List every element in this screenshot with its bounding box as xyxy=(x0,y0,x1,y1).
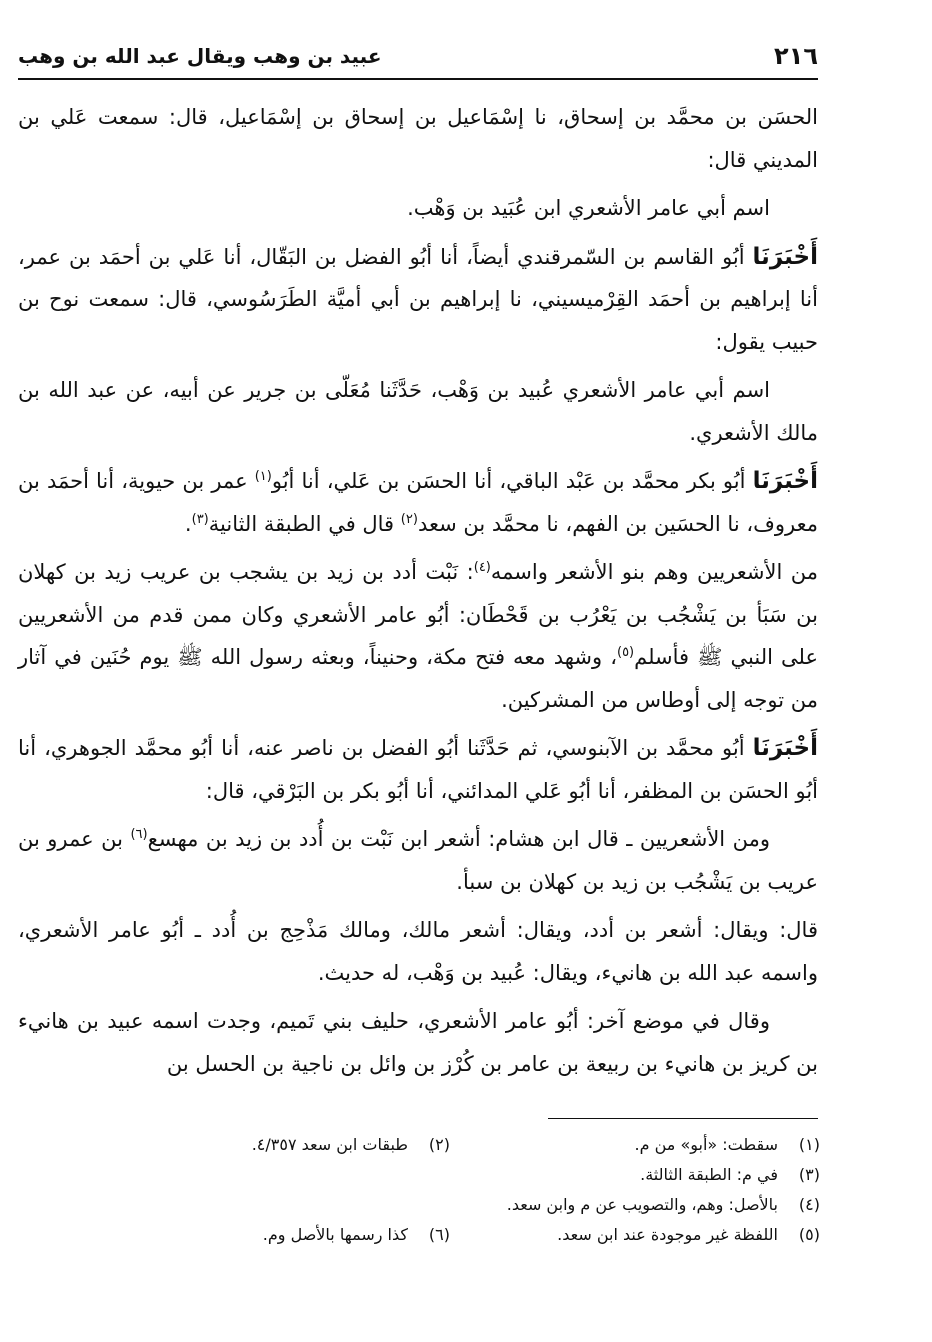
footnote-ref-4[interactable]: (٤) xyxy=(473,560,491,575)
footnotes xyxy=(80,1130,820,1250)
main-text xyxy=(18,96,818,1091)
paragraph-7 xyxy=(18,727,818,812)
footnote-text: سقطت: «أبو» من م. xyxy=(634,1135,778,1154)
paragraph-9 xyxy=(18,909,818,994)
footnote-row xyxy=(80,1190,820,1220)
paragraph-5-text-b: عمر بن حيوية، أنا أحمَد بن معروف، نا الحسَين بن الفهم، نا محمَّد بن سعد xyxy=(18,469,818,536)
paragraph-6-text-b: : نَبْت أدد بن زيد بن يشجب بن عريب زيد بن كهلان بن سَبَأ بن يَشْجُب بن يَعْرُب بن قَحْطَان: أبُو عامر الأشعري وكان ممن قدم من الأشعريين على النبي ﷺ فأسلم xyxy=(18,560,818,669)
paragraph-6-text-c: ، وشهد معه فتح مكة، وحنيناً، وبعثه رسول الله ﷺ يوم حُنَين في آثار من توجه إلى أوطاس من المشركين. xyxy=(18,645,818,712)
footnote-divider xyxy=(548,1118,818,1119)
paragraph-5-text-d: . xyxy=(184,511,192,536)
footnote-text: اللفظة غير موجودة عند ابن سعد. xyxy=(557,1225,778,1244)
footnote-1 xyxy=(450,1130,820,1160)
paragraph-5-text-c: قال في الطبقة الثانية xyxy=(208,511,395,536)
footnote-ref-6[interactable]: (٦) xyxy=(130,827,148,842)
paragraph-9-text: قال: ويقال: أشعر بن أدد، ويقال: أشعر مالك، ومالك مَذْحِج بن أُدد ـ أبُو عامر الأشعري، واسمه عبد الله بن هانيء، ويقال: عُبيد بن وَهْب، له حديث. xyxy=(18,918,818,985)
paragraph-1 xyxy=(18,96,818,181)
paragraph-8-text-b: بن عمرو بن عريب بن يَشْجُب بن زيد بن كهلان بن سبأ. xyxy=(18,827,818,894)
footnote-4 xyxy=(450,1190,820,1220)
footnote-ref-1[interactable]: (١) xyxy=(254,469,272,484)
footnote-number: (٥) xyxy=(798,1225,820,1244)
footnote-ref-5[interactable]: (٥) xyxy=(616,645,635,660)
footnote-row xyxy=(80,1160,820,1190)
isnad-lead: أَخْبَرَنَا xyxy=(752,468,818,494)
page-number: ٢١٦ xyxy=(774,42,818,70)
footnote-number: (٣) xyxy=(798,1165,820,1184)
paragraph-5-text-a: أبُو بكر محمَّد بن عَبْد الباقي، أنا الحسَن بن عَلي، أنا أبُو xyxy=(271,469,746,493)
paragraph-2 xyxy=(18,187,818,230)
footnote-ref-3[interactable]: (٣) xyxy=(191,511,209,527)
paragraph-6 xyxy=(18,551,818,721)
running-title: عبيد بن وهب ويقال عبد الله بن وهب xyxy=(18,44,382,68)
header-divider xyxy=(18,78,818,80)
paragraph-1-text: الحسَن بن محمَّد بن إسحاق، نا إسْمَاعيل بن إسحاق بن إسْمَاعيل، قال: سمعت عَلي بن المديني قال: xyxy=(18,105,818,172)
isnad-lead: أَخْبَرَنَا xyxy=(752,243,818,270)
footnote-row xyxy=(80,1130,820,1160)
footnote-2 xyxy=(80,1130,450,1160)
paragraph-4 xyxy=(18,369,818,454)
paragraph-10 xyxy=(18,1000,818,1085)
footnote-text: بالأصل: وهم، والتصويب عن م وابن سعد. xyxy=(506,1195,778,1214)
footnote-6 xyxy=(80,1220,450,1250)
paragraph-2-text: اسم أبي عامر الأشعري ابن عُبَيد بن وَهْب. xyxy=(407,196,770,220)
paragraph-3 xyxy=(18,236,818,364)
footnote-number: (٦) xyxy=(428,1225,450,1244)
isnad-lead: أَخْبَرَنَا xyxy=(752,735,818,761)
footnote-row xyxy=(80,1220,820,1250)
paragraph-5 xyxy=(18,460,818,545)
page-header xyxy=(18,38,818,74)
footnote-text: كذا رسمها بالأصل وم. xyxy=(262,1225,408,1244)
footnote-text: طبقات ابن سعد ٤/٣٥٧. xyxy=(251,1135,408,1154)
footnote-5 xyxy=(450,1220,820,1250)
paragraph-10-text: وقال في موضع آخر: أبُو عامر الأشعري، حليف بني تَميم، وجدت اسمه عبيد بن هانيء بن كريز بن هانيء بن ربيعة بن عامر بن كُرْز بن وائل بن ناجية بن الحسل بن xyxy=(18,1009,818,1076)
paragraph-7-text: أبُو محمَّد بن الآبنوسي، ثم حَدَّثَنا أبُو الفضل بن ناصر عنه، أنا أبُو محمَّد الجوهري، أنا أبُو الحسَن بن المظفر، أنا أبُو عَلي المدائني، أنا أبُو بكر بن البَرْقي، قال: xyxy=(18,736,818,803)
footnote-ref-2[interactable]: (٢) xyxy=(400,511,418,527)
paragraph-8-text-a: ومن الأشعريين ـ قال ابن هشام: أشعر ابن نَبْت بن أُدد بن زيد بن مهسع xyxy=(147,827,770,851)
footnote-3 xyxy=(450,1160,820,1190)
paragraph-4-text: اسم أبي عامر الأشعري عُبيد بن وَهْب، حَدَّثَنا مُعَلّى بن جرير عن أبيه، عن عبد الله بن مالك الأشعري. xyxy=(18,378,818,445)
footnote-number: (١) xyxy=(798,1135,820,1154)
footnote-text: في م: الطبقة الثالثة. xyxy=(640,1165,778,1184)
footnote-number: (٢) xyxy=(428,1135,450,1154)
paragraph-3-text: أبُو القاسم بن السّمرقندي أيضاً، أنا أبُو الفضل بن البَقّال، أنا عَلي بن أحمَد بن عمر، أنا إبراهيم بن أحمَد القِرْميسيني، نا إبراهيم بن أبي أميَّة الطَرَسُوسي، قال: سمعت نوح بن حبيب يقول: xyxy=(18,244,818,354)
footnote-number: (٤) xyxy=(798,1195,820,1214)
paragraph-8 xyxy=(18,818,818,903)
paragraph-6-text-a: من الأشعريين وهم بنو الأشعر واسمه xyxy=(490,560,818,584)
